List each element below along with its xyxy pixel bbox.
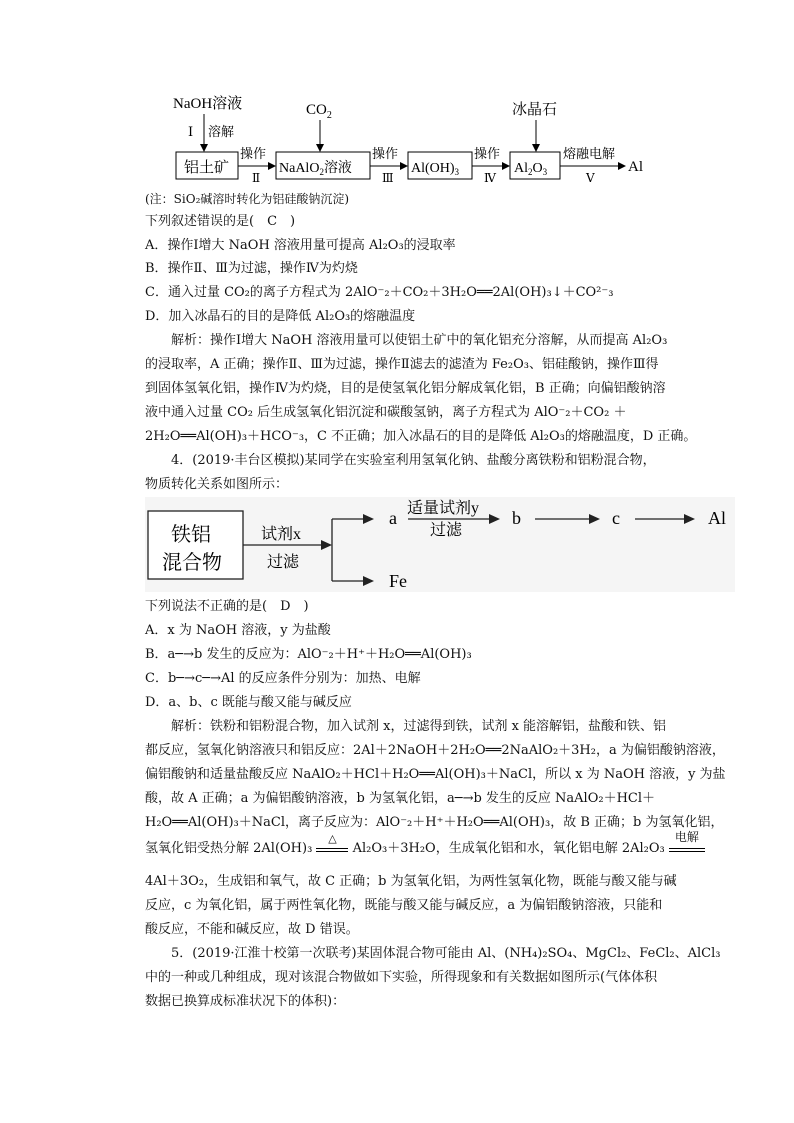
arrow3-top: 操作 (474, 146, 501, 161)
bauxite-process-diagram (160, 92, 660, 187)
box-naalo2-label: NaAlO$_2$溶液 (279, 161, 352, 177)
q5-line-1: 5．(2019·江淮十校第一次联考)某固体混合物可能由 Al、(NH₄)₂SO₄、MgCl₂、FeCl₂、AlCl₃ (145, 946, 721, 961)
q3-option-b: B．操作Ⅱ、Ⅲ为过滤，操作Ⅳ为灼烧 (145, 261, 358, 276)
node-al: Al (708, 508, 726, 528)
reagent-y-filter: 过滤 (430, 522, 463, 539)
arrow3-bottom: Ⅳ (484, 171, 496, 185)
arrow2-top: 操作 (372, 146, 399, 161)
arrow1-bottom: Ⅱ (252, 171, 261, 185)
node-b: b (512, 508, 521, 528)
q4-analysis-line-5: H₂O══Al(OH)₃＋NaCl，离子反应为：AlO⁻₂＋H⁺＋H₂O══Al(OH)₃，故 B 正确；b 为氢氧化铝， (145, 815, 724, 830)
eq-pre: 氢氧化铝受热分解 2Al(OH)₃ (145, 841, 313, 856)
q4-analysis-tail-1: 4Al＋3O₂，生成铝和氧气，故 C 正确；b 为氢氧化铝，为两性氢氧化物，既能与酸又能与碱 (145, 874, 677, 889)
q3-analysis-line-1: 解析：操作Ⅰ增大 NaOH 溶液用量可以使铝土矿中的氧化铝充分溶解，从而提高 Al₂O₃ (145, 333, 668, 348)
q4-option-c: C．b─→c─→Al 的反应条件分别为：加热、电解 (145, 671, 421, 686)
electrolysis-condition (669, 830, 705, 852)
q5-line-3: 数据已换算成标准状况下的体积)： (145, 994, 346, 1009)
q5-line-2: 中的一种或几种组成，现对该混合物做如下实验，所得现象和有关数据如图所示(气体体积 (145, 970, 658, 985)
q4-analysis-line-4: 酸，故 A 正确；a 为偏铝酸钠溶液，b 为氢氧化铝，a─→b 发生的反应 NaAlO₂＋HCl＋ (145, 791, 656, 806)
diagram-note: (注：SiO₂碱溶时转化为铝硅酸钠沉淀) (145, 192, 350, 206)
q3-option-a: A．操作Ⅰ增大 NaOH 溶液用量可提高 Al₂O₃的浸取率 (145, 238, 456, 253)
co2-label: $CO_2$ (306, 102, 332, 121)
cryolite-label: 冰晶石 (512, 102, 558, 118)
reagent-x-filter: 过滤 (267, 554, 300, 571)
q4-analysis-line-2: 都反应，氢氧化钠溶液只和铝反应：2Al＋2NaOH＋2H₂O══2NaAlO₂＋3H₂，a 为偏铝酸钠溶液， (145, 743, 725, 758)
q4-analysis-tail-3: 酸反应，不能和碱反应，故 D 错误。 (145, 922, 359, 937)
iron-aluminum-separation-diagram (145, 497, 735, 592)
q4-question: 下列说法不正确的是( D ) (145, 599, 309, 614)
box-al2o3-label: $Al_2O_3$ (514, 161, 548, 177)
arrow1-top: 操作 (240, 146, 267, 161)
q3-option-c: C．通入过量 CO₂的离子方程式为 2AlO⁻₂＋CO₂＋3H₂O══2Al(OH)₃↓＋CO²⁻₃ (145, 285, 614, 300)
q4-analysis-tail-2: 反应，c 为氧化铝，属于两性氧化物，既能与酸又能与碱反应，a 为偏铝酸钠溶液，只能和 (145, 898, 663, 913)
eq-mid: Al₂O₃＋3H₂O，生成氧化铝和水，氧化铝电解 2Al₂O₃ (352, 841, 665, 856)
q3-analysis-line-5: 2H₂O══Al(OH)₃＋HCO⁻₃，C 不正确；加入冰晶石的目的是降低 Al₂O₃的熔融温度，D 正确。 (145, 429, 697, 444)
q3-stem: 下列叙述错误的是( C ) (145, 214, 296, 229)
reagent-y-label: 适量试剂y (407, 500, 480, 517)
q3-analysis-line-4: 液中通入过量 CO₂ 后生成氢氧化铝沉淀和碳酸氢钠，离子方程式为 AlO⁻₂＋CO₂ ＋ (145, 405, 627, 420)
arrow4-top: 熔融电解 (563, 146, 616, 161)
step1-operation: 溶解 (208, 124, 235, 139)
box-bauxite-label: 铝土矿 (184, 160, 230, 176)
q3-option-d: D．加入冰晶石的目的是降低 Al₂O₃的熔融温度 (145, 309, 416, 324)
q4-analysis-line-1: 解析：铁粉和铝粉混合物，加入试剂 x，过滤得到铁，试剂 x 能溶解铝，盐酸和铁、铝 (145, 719, 667, 734)
heat-symbol: △ (328, 832, 337, 845)
node-c: c (612, 508, 620, 528)
mixture-box-line2: 混合物 (162, 552, 222, 574)
reagent-x-label: 试剂x (261, 526, 302, 543)
q3-analysis-line-2: 的浸取率，A 正确；操作Ⅱ、Ⅲ为过滤，操作Ⅱ滤去的滤渣为 Fe₂O₃、铝硅酸钠，操作Ⅲ得 (145, 357, 659, 372)
q4-analysis-line-3: 偏铝酸钠和适量盐酸反应 NaAlO₂＋HCl＋H₂O══Al(OH)₃＋NaCl，所以 x 为 NaOH 溶液，y 为盐 (145, 767, 726, 782)
q4-option-d: D．a、b、c 既能与酸又能与碱反应 (145, 695, 352, 710)
q4-stem-line-2: 物质转化关系如图所示： (145, 477, 289, 492)
naoh-label: NaOH溶液 (173, 96, 243, 112)
q3-analysis-line-3: 到固体氢氧化铝，操作Ⅳ为灼烧，目的是使氢氧化铝分解成氧化铝，B 正确；向偏铝酸钠溶 (145, 381, 666, 396)
node-a: a (389, 508, 397, 528)
box-aloh3-label: $Al(OH)_3$ (411, 161, 460, 177)
q4-stem-line-1: 4．(2019·丰台区模拟)某同学在实验室利用氢氧化钠、盐酸分离铁粉和铝粉混合物， (145, 453, 656, 468)
product-al: Al (628, 159, 643, 175)
arrow4-bottom: Ⅴ (586, 171, 595, 185)
electrolysis-label: 电解 (674, 830, 699, 844)
heat-condition (316, 832, 348, 852)
q4-option-b: B．a─→b 发生的反应为：AlO⁻₂＋H⁺＋H₂O══Al(OH)₃ (145, 647, 472, 662)
node-fe: Fe (389, 571, 407, 591)
mixture-box-line1: 铁铝 (171, 524, 211, 546)
arrow2-bottom: Ⅲ (382, 171, 394, 185)
step1-number: Ⅰ (188, 124, 194, 139)
q4-analysis-equation-line (145, 830, 745, 870)
q4-option-a: A．x 为 NaOH 溶液，y 为盐酸 (145, 623, 331, 638)
